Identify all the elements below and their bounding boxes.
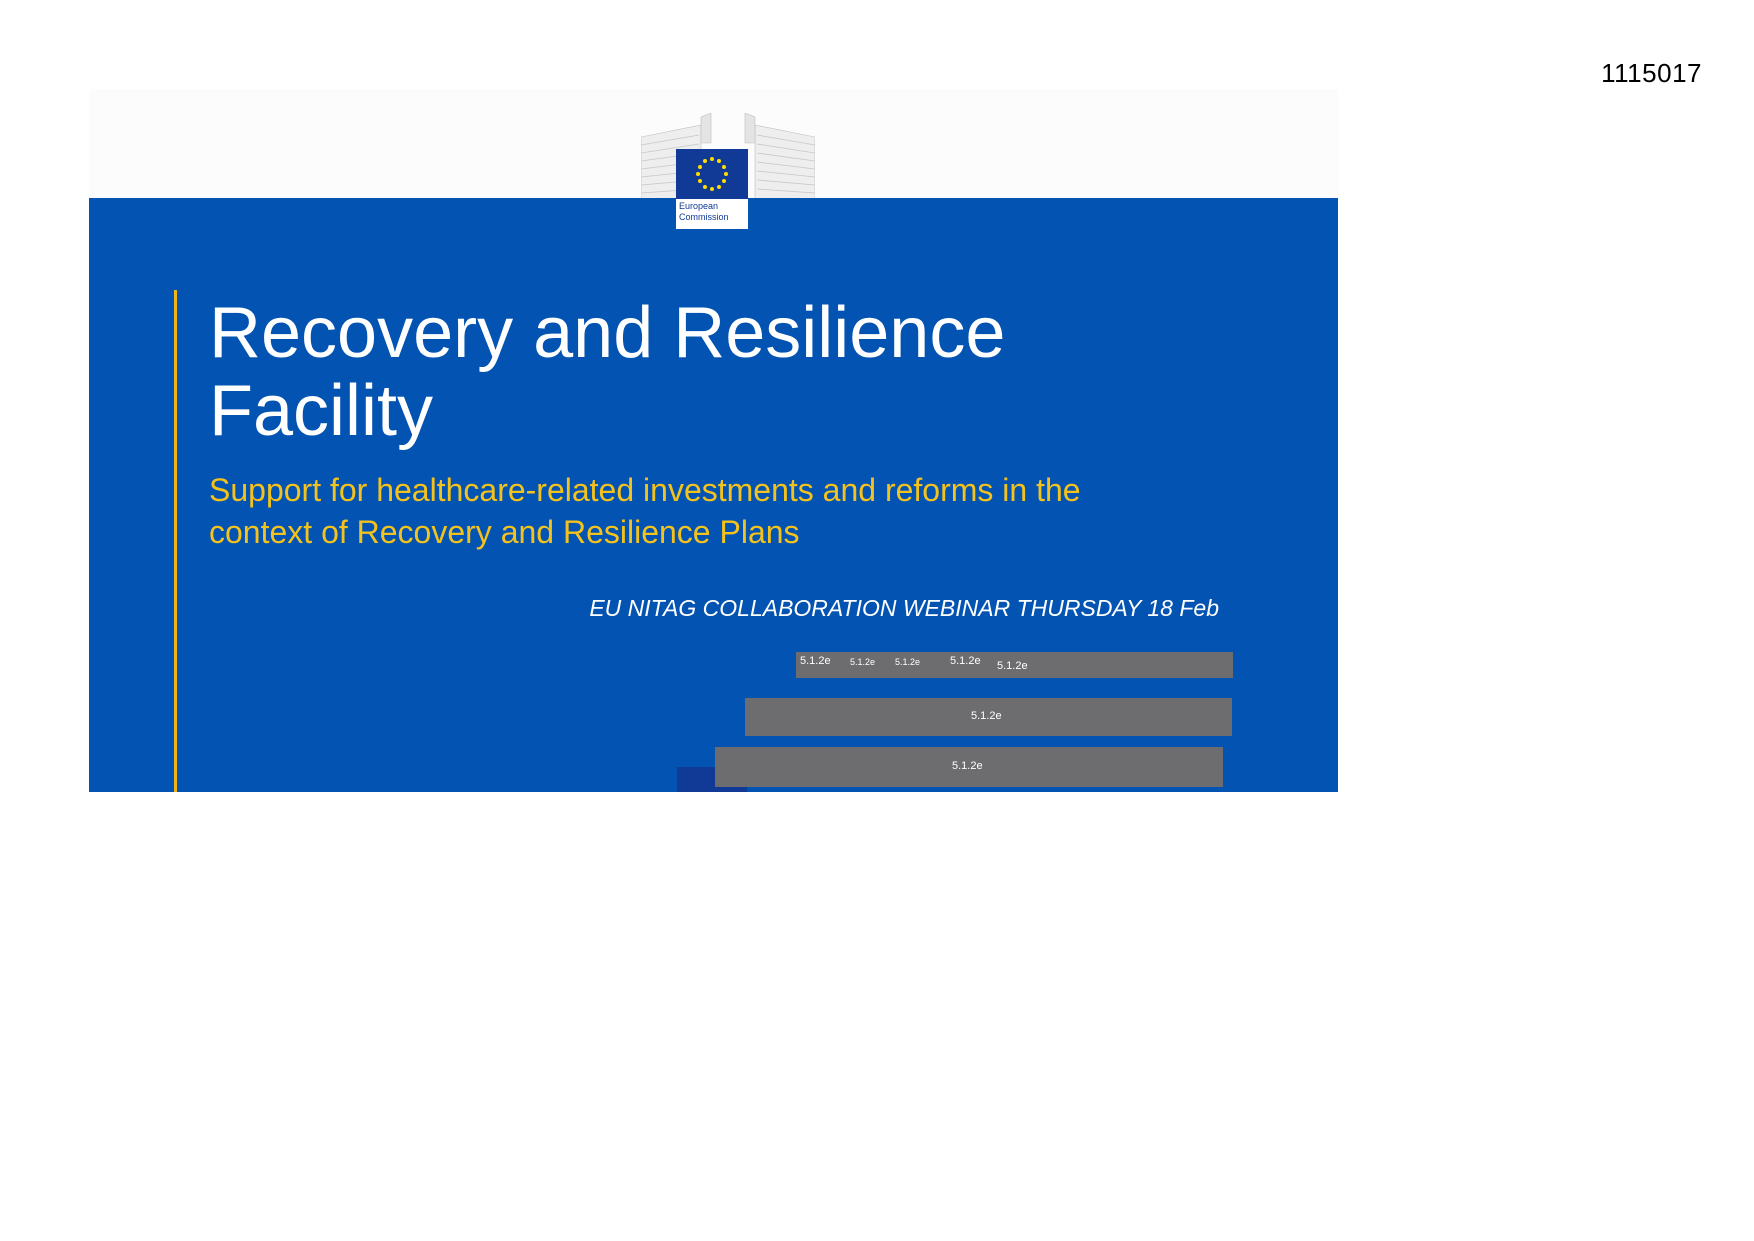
title-line-1: Recovery and Resilience — [209, 293, 1006, 373]
subtitle-line-1: Support for healthcare-related investments and reforms in the — [209, 472, 1081, 508]
event-line: EU NITAG COLLABORATION WEBINAR THURSDAY 18 Feb — [589, 595, 1219, 621]
ec-logo-text — [676, 199, 748, 229]
redaction-label: 5.1.2e — [971, 710, 1002, 722]
redaction-label: 5.1.2e — [952, 760, 983, 772]
redaction-label: 5.1.2e — [850, 657, 876, 667]
document-id: 1115017 — [1601, 58, 1702, 88]
redaction-label: 5.1.2e — [800, 655, 831, 667]
subtitle-line-2: context of Recovery and Resilience Plans — [209, 514, 800, 550]
slide-subtitle — [209, 469, 1249, 553]
logo-text-line1: European — [679, 201, 719, 211]
title-line-2: Facility — [209, 371, 434, 451]
slide-title — [209, 294, 1209, 450]
redaction-box — [796, 652, 1233, 678]
redaction-label: 5.1.2e — [895, 657, 921, 667]
accent-bar — [174, 290, 177, 792]
eu-flag-icon — [676, 149, 748, 199]
redaction-box — [715, 747, 1223, 787]
redaction-label: 5.1.2e — [997, 660, 1028, 672]
logo-text-line2: Commission — [679, 212, 729, 222]
redaction-label: 5.1.2e — [950, 655, 981, 667]
title-slide — [89, 89, 1338, 792]
redaction-box — [745, 698, 1232, 736]
